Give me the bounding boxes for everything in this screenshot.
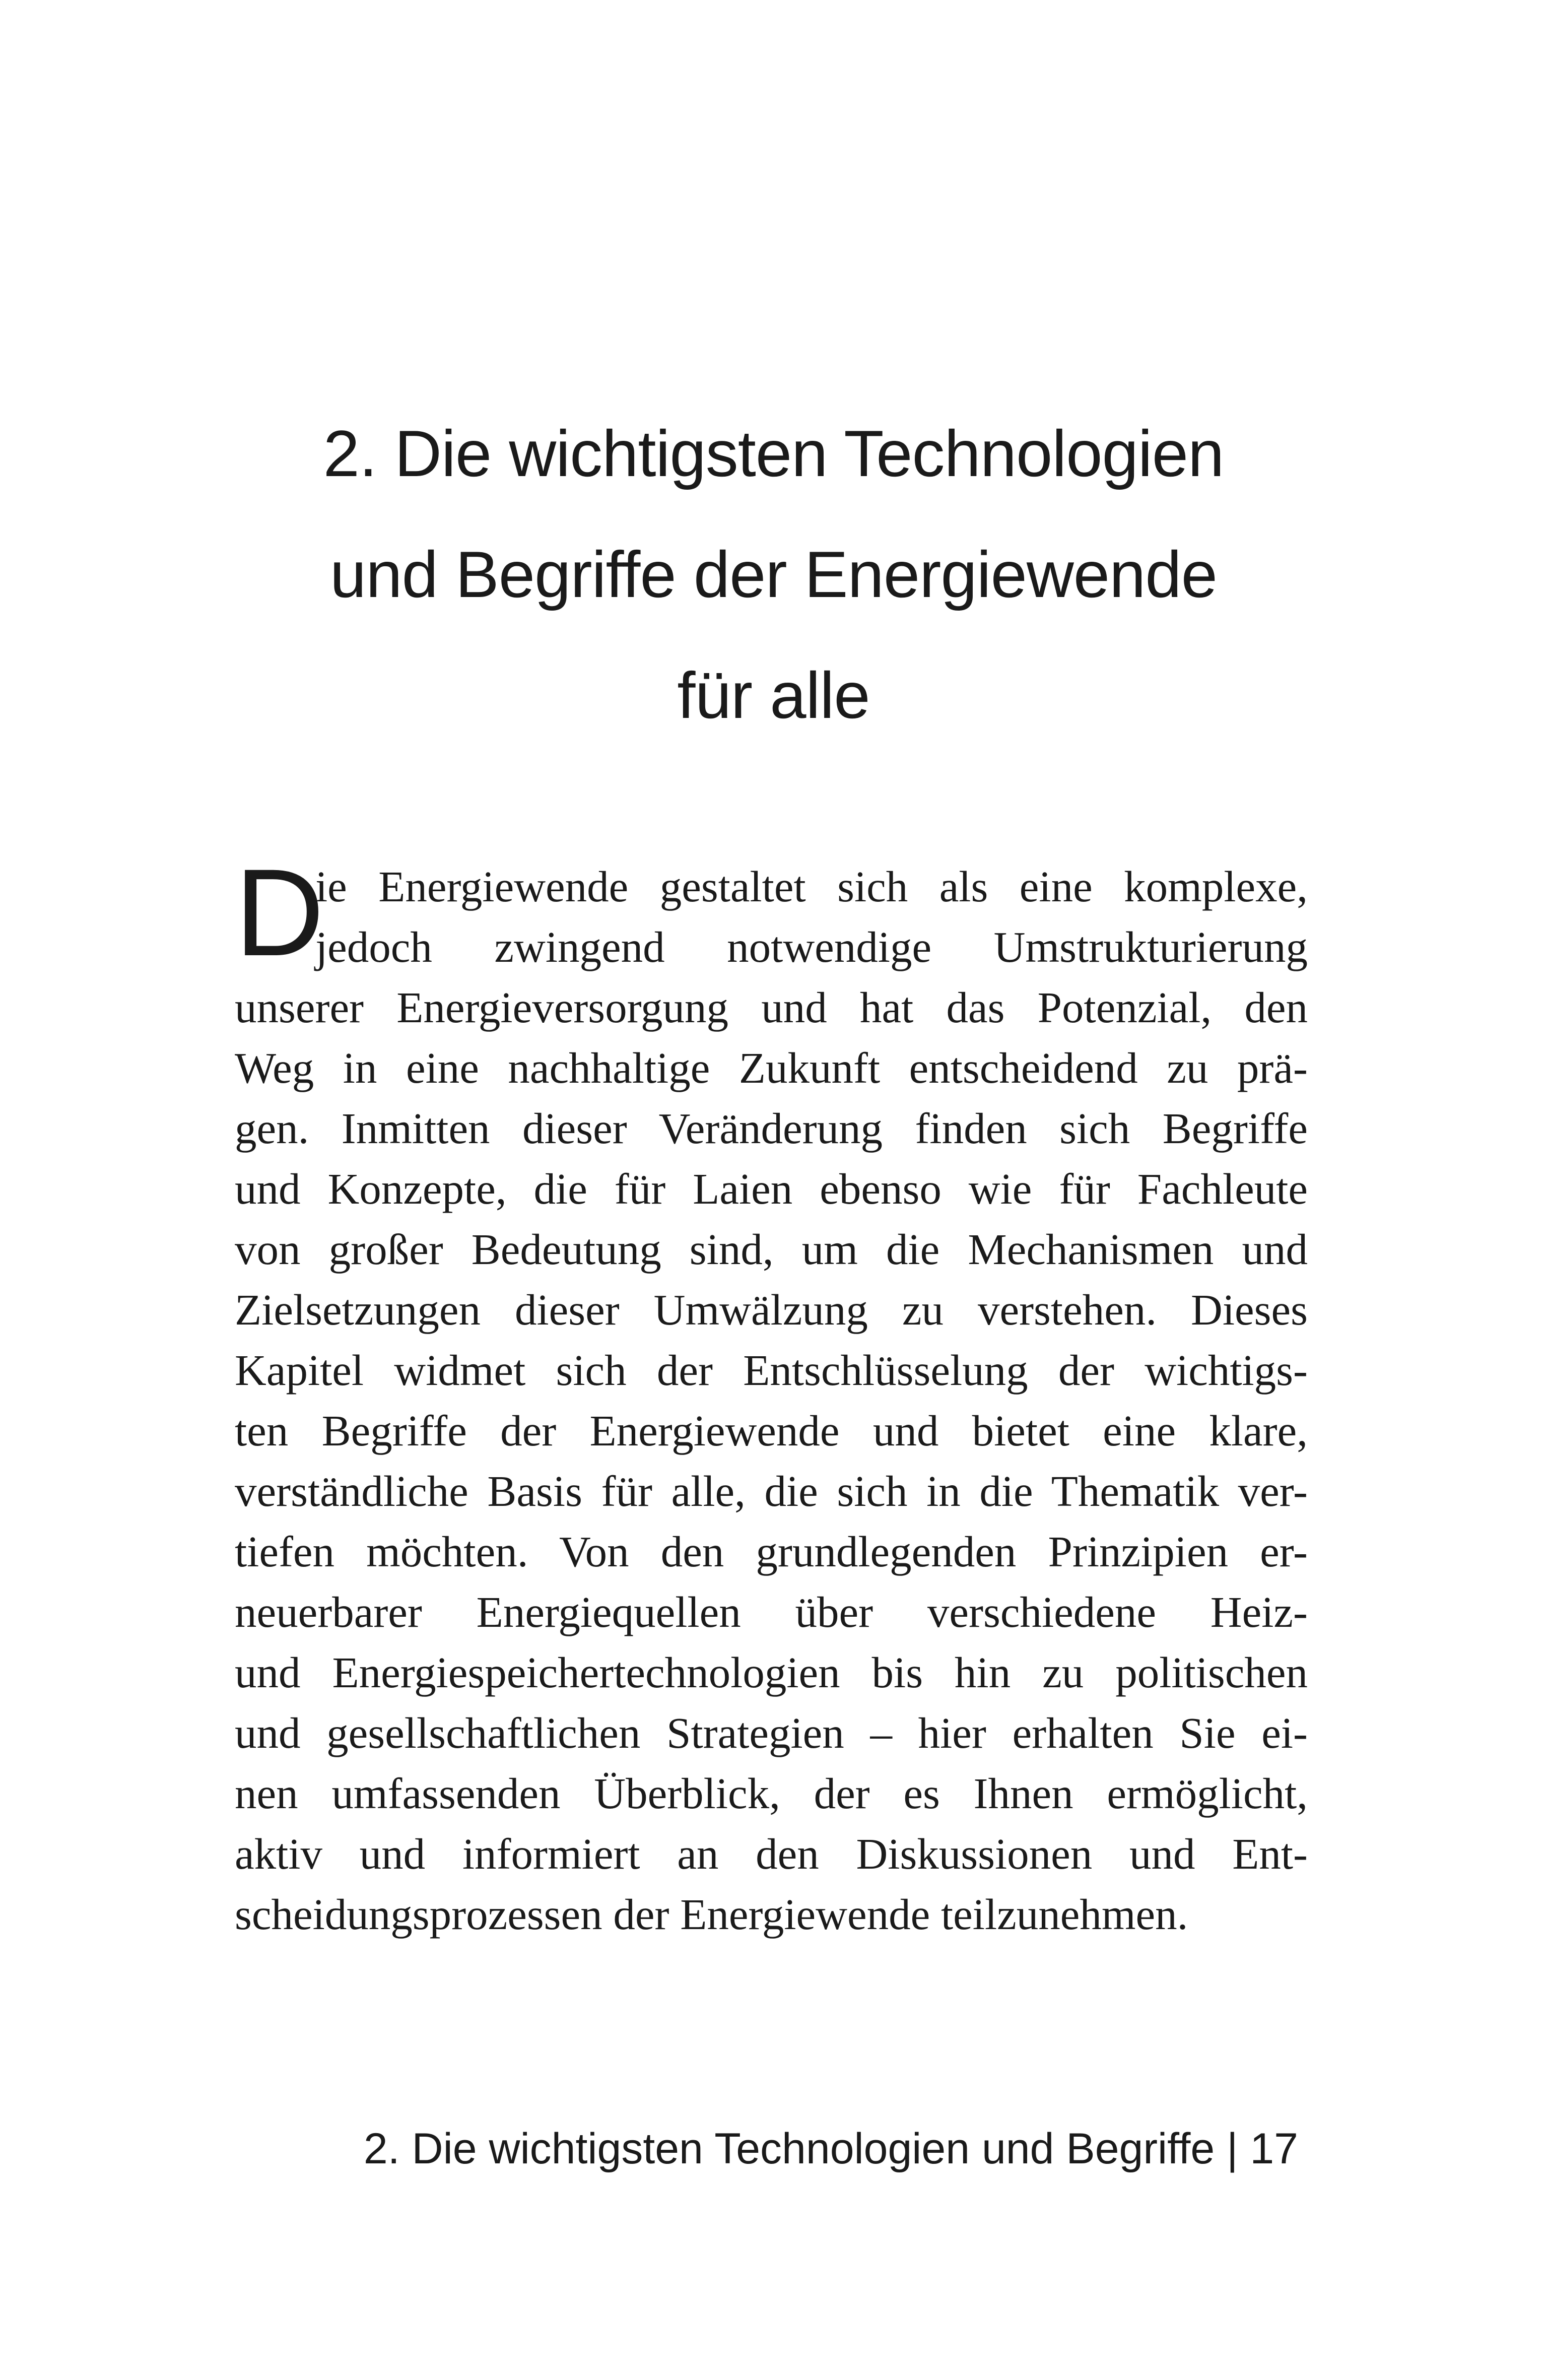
chapter-title-line: und Begriffe der Energiewende xyxy=(330,538,1217,611)
drop-cap: D xyxy=(235,843,324,982)
footer-running-title: 2. Die wichtigsten Technologien und Begriffe xyxy=(363,2125,1215,2173)
page-number: 17 xyxy=(1250,2125,1298,2173)
running-footer xyxy=(364,2121,1298,2176)
chapter-title-line: für alle xyxy=(677,658,870,732)
body-line: scheidungsprozessen der Energiewende teilzunehmen. xyxy=(235,1890,1188,1939)
body-line: tiefen möchten. Von den grundlegenden Prinzipien er- xyxy=(235,1527,1308,1576)
body-line: ie Energiewende gestaltet sich als eine komplexe, xyxy=(315,862,1308,911)
body-line: unserer Energieversorgung und hat das Potenzial, den xyxy=(235,983,1308,1032)
body-line: Weg in eine nachhaltige Zukunft entscheidend zu prä- xyxy=(235,1043,1308,1092)
body-line: jedoch zwingend notwendige Umstrukturierung xyxy=(315,922,1308,971)
chapter-title xyxy=(0,393,1547,756)
footer-separator: | xyxy=(1227,2125,1238,2173)
body-line: von großer Bedeutung sind, um die Mechanismen und xyxy=(235,1225,1308,1274)
body-line: Zielsetzungen dieser Umwälzung zu verstehen. Dieses xyxy=(235,1285,1308,1334)
body-line: und Energiespeichertechnologien bis hin zu politischen xyxy=(235,1648,1308,1697)
body-paragraph xyxy=(235,843,1308,1945)
chapter-title-line: 2. Die wichtigsten Technologien xyxy=(323,417,1224,490)
body-line: verständliche Basis für alle, die sich in die Thematik ver- xyxy=(235,1467,1308,1515)
body-line: und gesellschaftlichen Strategien – hier erhalten Sie ei- xyxy=(235,1708,1308,1757)
body-line: gen. Inmitten dieser Veränderung finden sich Begriffe xyxy=(235,1104,1308,1153)
body-line: Kapitel widmet sich der Entschlüsselung der wichtigs- xyxy=(235,1346,1308,1395)
body-line: ten Begriffe der Energiewende und bietet eine klare, xyxy=(235,1406,1308,1455)
body-line: aktiv und informiert an den Diskussionen und Ent- xyxy=(235,1829,1308,1878)
body-line: und Konzepte, die für Laien ebenso wie für Fachleute xyxy=(235,1164,1308,1213)
body-line: nen umfassenden Überblick, der es Ihnen ermöglicht, xyxy=(235,1769,1308,1818)
body-line: neuerbarer Energiequellen über verschiedene Heiz- xyxy=(235,1588,1308,1636)
